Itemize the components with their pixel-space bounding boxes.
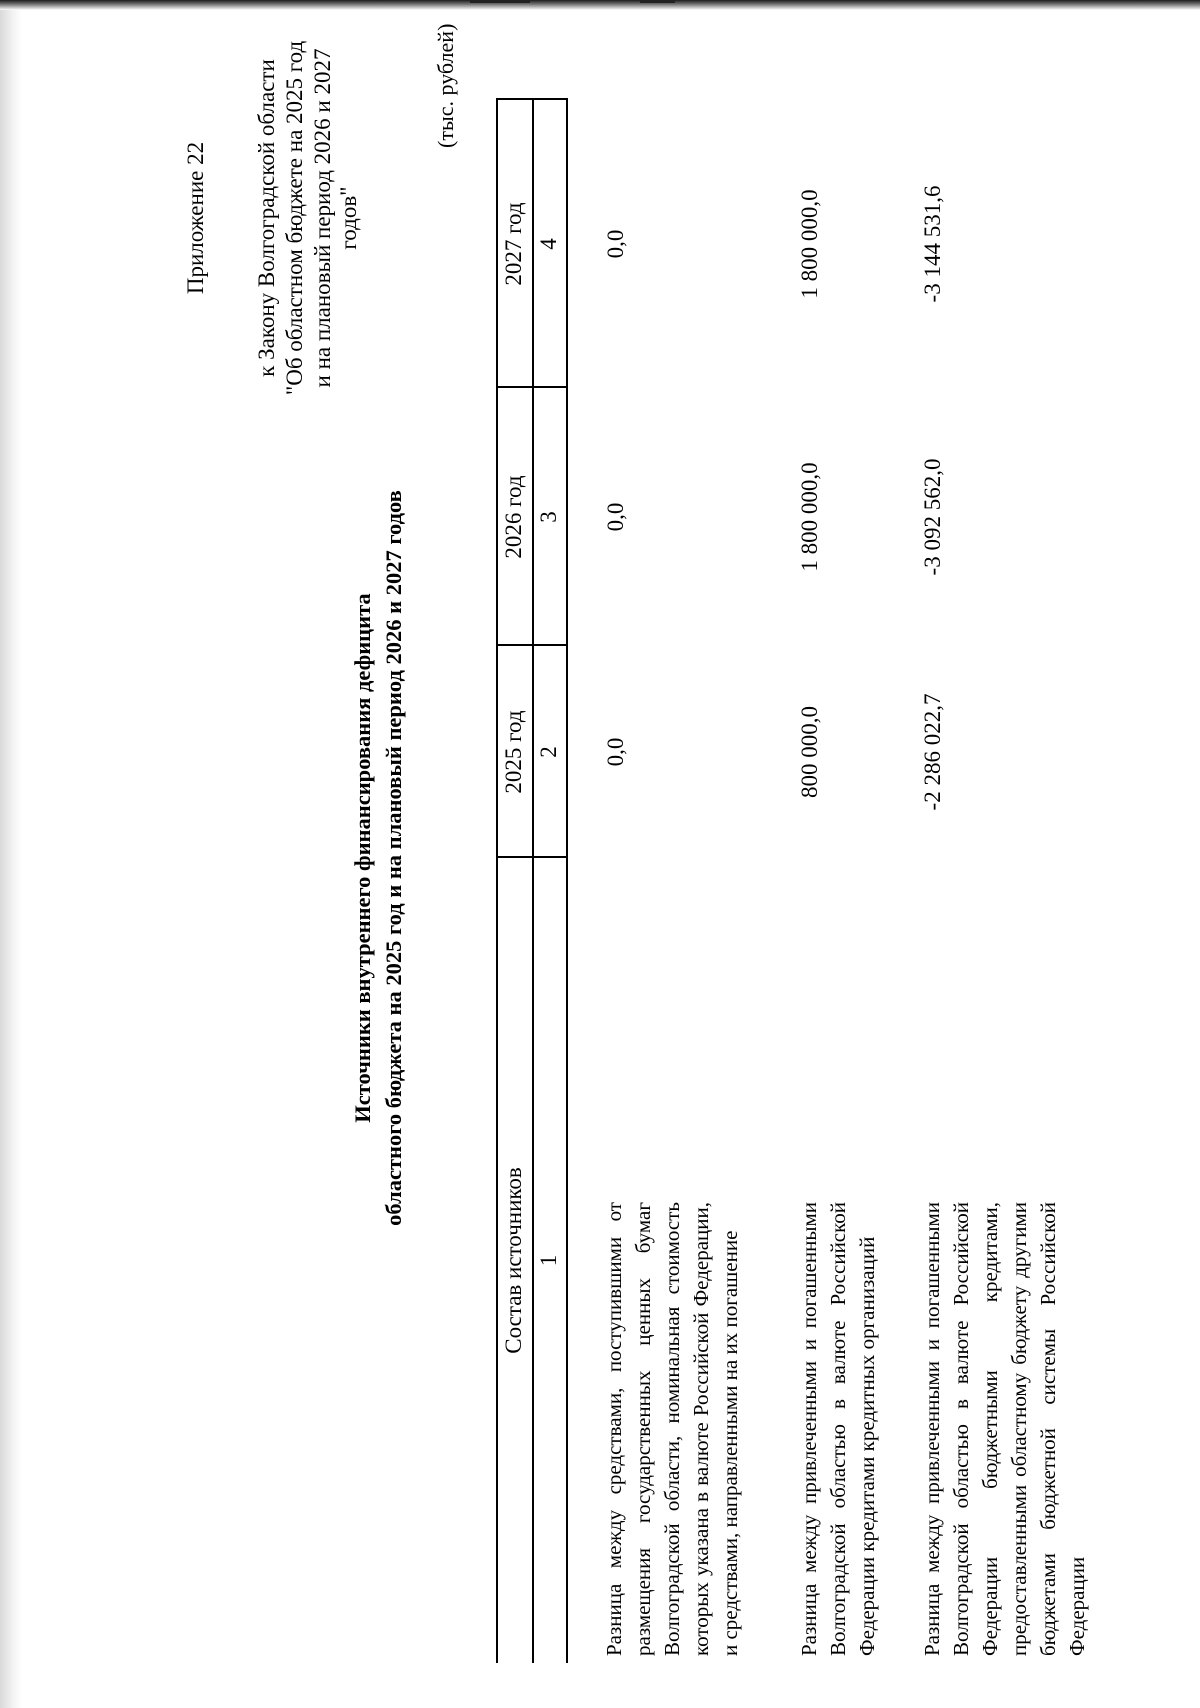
value-2026: -3 092 562,0 — [920, 458, 945, 576]
unit-label: (тыс. рублей) — [433, 23, 458, 148]
column-header-2026: 2026 год — [501, 475, 526, 559]
value-2027: -3 144 531,6 — [920, 185, 945, 303]
document-heading-line-2: областного бюджета на 2025 год и на плановый период 2026 и 2027 годов — [381, 490, 406, 1226]
value-2027: 1 800 000,0 — [797, 189, 822, 299]
column-number: 1 — [536, 1254, 561, 1267]
table-top-border — [496, 98, 498, 1663]
source-description: Разница между привлеченными и погашенными Волгоградской областью в валюте Российской Федерации кредитами кредитных организаций — [797, 1202, 879, 1656]
source-description: Разница между привлеченными и погашенными Волгоградской областью в валюте Российской Федерации бюджетными кредитами, предоставленными областному бюджету другими бюджетами бюджетной системы Российской Федерации — [920, 1202, 1089, 1656]
appendix-line-2: "Об областном бюджете на 2025 год — [282, 40, 307, 396]
value-2026: 1 800 000,0 — [797, 462, 822, 572]
column-header-sources: Состав источников — [501, 1167, 526, 1354]
value-2027: 0,0 — [603, 229, 628, 259]
appendix-title: Приложение 22 — [183, 141, 208, 295]
column-number: 2 — [536, 746, 561, 758]
value-2025: 0,0 — [603, 737, 628, 767]
table-header-divider — [532, 98, 534, 1663]
column-header-2025: 2025 год — [501, 710, 526, 794]
appendix-line-1: к Закону Волгоградской области — [254, 59, 279, 377]
table-number-divider — [566, 98, 568, 1663]
column-number: 4 — [536, 238, 561, 250]
value-2025: 800 000,0 — [797, 706, 822, 798]
appendix-line-3: и на плановый период 2026 и 2027 годов" — [310, 48, 361, 388]
source-description: Разница между средствами, поступившими от размещения государственных ценных бумаг Волгоградской области, номинальная стоимость которых указана в валюте Российской Федерации, и средствами, направленными на их погашение — [602, 1202, 742, 1656]
value-2026: 0,0 — [603, 502, 628, 532]
column-number: 3 — [536, 511, 561, 523]
document-heading-line-1: Источники внутреннего финансирования дефицита — [350, 593, 375, 1123]
column-header-2027: 2027 год — [501, 202, 526, 286]
value-2025: -2 286 022,7 — [920, 693, 945, 811]
